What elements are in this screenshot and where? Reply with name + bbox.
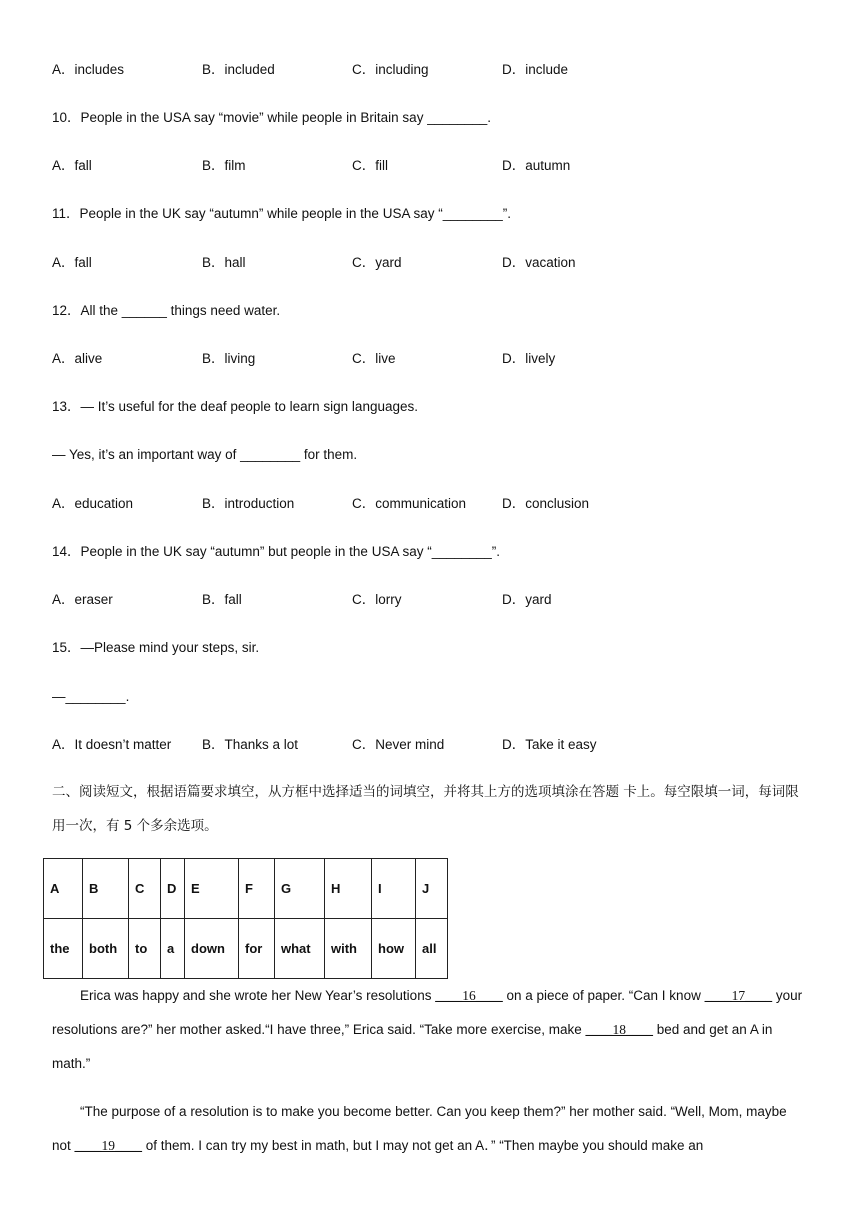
q10-option-d[interactable]: D．autumn — [502, 158, 571, 173]
q10-options — [52, 156, 812, 176]
word-box-letter: A — [44, 859, 83, 919]
q10-option-c[interactable]: C．fill — [352, 158, 388, 173]
word-box-letter: B — [83, 859, 129, 919]
word-box-letter: F — [239, 859, 275, 919]
q9-option-c[interactable]: C．including — [352, 62, 429, 77]
q12-options — [52, 349, 812, 369]
word-box-letter: H — [325, 859, 372, 919]
q11-option-d[interactable]: D．vacation — [502, 255, 576, 270]
q15-option-d[interactable]: D．Take it easy — [502, 737, 597, 752]
word-box-word: how — [372, 919, 416, 979]
q12-option-d[interactable]: D．lively — [502, 351, 556, 366]
passage-text: bed and get an A in math.” — [52, 1022, 773, 1071]
word-box-word: down — [185, 919, 239, 979]
passage-paragraph-2 — [52, 1095, 804, 1163]
word-box-letter: I — [372, 859, 416, 919]
word-box-letter: D — [161, 859, 185, 919]
q9-option-a[interactable]: A．includes — [52, 62, 125, 77]
q14-stem: 14．People in the UK say “autumn” but people in the USA say “________”. — [52, 544, 501, 559]
q11-stem: 11．People in the UK say “autumn” while people in the USA say “________”. — [52, 206, 512, 221]
word-box-letter: E — [185, 859, 239, 919]
word-box-word: the — [44, 919, 83, 979]
q12-option-b[interactable]: B．living — [202, 351, 256, 366]
q15-options — [52, 735, 812, 755]
blank-17[interactable]: ____17____ — [704, 988, 773, 1003]
q10-option-b[interactable]: B．film — [202, 158, 246, 173]
q15-option-c[interactable]: C．Never mind — [352, 737, 445, 752]
q13-stem-reply: — Yes, it’s an important way of ________ for them. — [52, 447, 358, 462]
word-box-word: all — [416, 919, 448, 979]
passage-text: “The purpose of a resolution is to make you become better. Can you keep them?” her mother said. “Well, Mom, maybe not — [52, 1104, 787, 1153]
q11-option-b[interactable]: B．hall — [202, 255, 246, 270]
q9-options — [52, 60, 812, 80]
blank-19[interactable]: ____19____ — [74, 1138, 143, 1153]
passage-text: on a piece of paper. “Can I know — [502, 988, 705, 1003]
q13-option-c[interactable]: C．communication — [352, 496, 467, 511]
q11-option-a[interactable]: A．fall — [52, 255, 92, 270]
q10-stem: 10．People in the USA say “movie” while people in Britain say ________. — [52, 110, 492, 125]
q15-option-b[interactable]: B．Thanks a lot — [202, 737, 299, 752]
q13-option-d[interactable]: D．conclusion — [502, 496, 590, 511]
q13-stem: 13．— It’s useful for the deaf people to learn sign languages. — [52, 399, 418, 414]
blank-18[interactable]: ____18____ — [585, 1022, 653, 1037]
q12-option-c[interactable]: C．live — [352, 351, 396, 366]
q13-option-b[interactable]: B．introduction — [202, 496, 295, 511]
q15-stem: 15．—Please mind your steps, sir. — [52, 640, 260, 655]
q15-option-a[interactable]: A．It doesn’t matter — [52, 737, 172, 752]
word-box-letter: J — [416, 859, 448, 919]
blank-16[interactable]: ____16____ — [435, 988, 503, 1003]
passage-text: Erica was happy and she wrote her New Year’s resolutions — [80, 988, 436, 1003]
q12-stem: 12．All the ______ things need water. — [52, 303, 281, 318]
word-box-letter: C — [129, 859, 161, 919]
word-box-word: a — [161, 919, 185, 979]
word-box-letters-row — [44, 859, 448, 919]
word-box-words-row — [44, 919, 448, 979]
q9-option-b[interactable]: B．included — [202, 62, 275, 77]
word-box-word: what — [275, 919, 325, 979]
q13-option-a[interactable]: A．education — [52, 496, 134, 511]
passage-text: your resolutions are?” her mother asked.“I have three,” Erica said. “Take more exercise, make — [52, 988, 803, 1037]
word-box-table — [43, 858, 448, 979]
q14-options — [52, 590, 812, 610]
q14-option-b[interactable]: B．fall — [202, 592, 242, 607]
word-box-word: both — [83, 919, 129, 979]
word-box-word: to — [129, 919, 161, 979]
q12-option-a[interactable]: A．alive — [52, 351, 103, 366]
q11-option-c[interactable]: C．yard — [352, 255, 402, 270]
section2-instructions: 二、阅读短文，根据语篇要求填空，从方框中选择适当的词填空，并将其上方的选项填涂在答题 卡上。每空限填一词，每词限用一次，有 5 个多余选项。 — [52, 784, 799, 834]
passage-text: of them. I can try my best in math, but I may not get an A．” “Then maybe you should make an — [142, 1138, 704, 1153]
q10-option-a[interactable]: A．fall — [52, 158, 92, 173]
q13-options — [52, 494, 812, 514]
q14-option-a[interactable]: A．eraser — [52, 592, 113, 607]
q11-options — [52, 253, 812, 273]
q15-stem-reply: —________. — [52, 689, 130, 704]
word-box-word: with — [325, 919, 372, 979]
word-box-letter: G — [275, 859, 325, 919]
word-box-word: for — [239, 919, 275, 979]
q9-option-d[interactable]: D．include — [502, 62, 569, 77]
q14-option-d[interactable]: D．yard — [502, 592, 552, 607]
passage-paragraph-1 — [52, 979, 804, 1081]
q14-option-c[interactable]: C．lorry — [352, 592, 402, 607]
